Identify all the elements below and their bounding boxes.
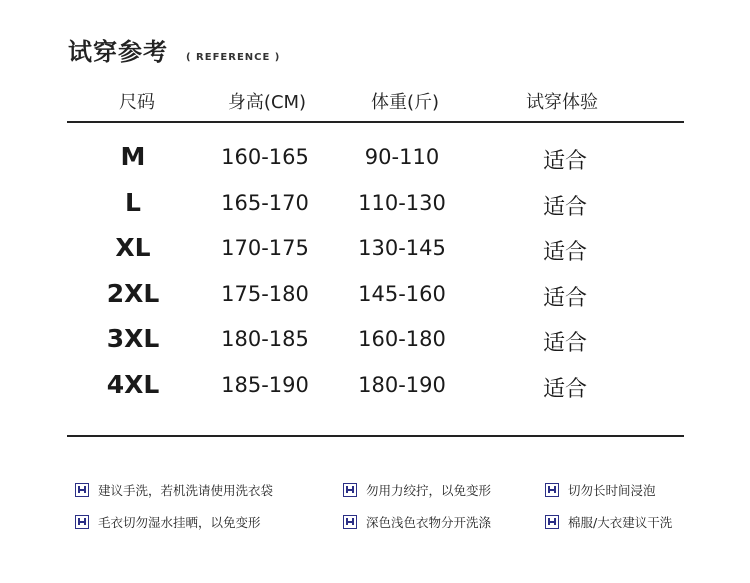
- care-text: 切勿长时间浸泡: [568, 483, 656, 498]
- size-cell: L: [125, 187, 141, 217]
- weight-cell: 130-145: [358, 236, 446, 261]
- height-cell: 165-170: [221, 190, 309, 215]
- size-table-body: [0, 140, 750, 414]
- care-item: [75, 481, 273, 499]
- header-title-row: [68, 32, 280, 67]
- weight-cell: 110-130: [358, 190, 446, 215]
- height-cell: 160-165: [221, 145, 309, 169]
- fit-cell: 适合: [542, 194, 588, 220]
- weight-cell: 90-110: [364, 145, 440, 169]
- size-cell: 2XL: [106, 278, 160, 308]
- table-row: [0, 231, 750, 277]
- table-row: [0, 322, 750, 368]
- care-item: [343, 513, 491, 531]
- care-text: 勿用力绞拧，以免变形: [366, 483, 492, 498]
- table-row: [0, 140, 750, 186]
- height-cell: 180-185: [221, 327, 309, 352]
- fit-cell: 适合: [542, 285, 588, 311]
- weight-cell: 160-180: [358, 327, 446, 352]
- size-cell: 3XL: [106, 324, 160, 354]
- page-title: 试穿参考: [68, 38, 168, 66]
- care-item: [545, 513, 672, 531]
- table-row: [0, 277, 750, 323]
- care-label-icon: [75, 483, 89, 497]
- care-text: 建议手洗，若机洗请使用洗衣袋: [98, 483, 274, 498]
- column-header-fit: 试穿体验: [526, 92, 598, 113]
- column-header-size: 尺码: [119, 92, 155, 113]
- column-header-weight: 体重(斤): [370, 92, 440, 113]
- size-cell: 4XL: [106, 369, 160, 399]
- care-label-icon: [343, 483, 357, 497]
- page-subtitle: ( REFERENCE ): [186, 52, 281, 63]
- care-item: [75, 513, 261, 531]
- fit-cell: 适合: [542, 376, 588, 402]
- height-cell: 185-190: [221, 372, 309, 397]
- care-item: [545, 481, 656, 499]
- fit-cell: 适合: [542, 240, 588, 266]
- care-label-icon: [343, 515, 357, 529]
- weight-cell: 180-190: [358, 372, 446, 397]
- table-row: [0, 186, 750, 232]
- column-header-height: 身高(CM): [227, 92, 307, 113]
- height-cell: 170-175: [221, 236, 309, 261]
- care-label-icon: [75, 515, 89, 529]
- fit-cell: 适合: [542, 331, 588, 357]
- size-cell: M: [120, 142, 146, 171]
- fit-cell: 适合: [542, 149, 588, 174]
- care-item: [343, 481, 491, 499]
- care-text: 棉服/大衣建议干洗: [568, 515, 673, 530]
- table-header: [0, 88, 750, 118]
- care-text: 深色浅色衣物分开洗涤: [366, 515, 492, 530]
- table-top-divider: [67, 121, 684, 123]
- care-text: 毛衣切勿湿水挂晒，以免变形: [98, 515, 261, 530]
- weight-cell: 145-160: [358, 281, 446, 306]
- table-bottom-divider: [67, 435, 684, 437]
- size-cell: XL: [115, 233, 151, 263]
- care-label-icon: [545, 483, 559, 497]
- care-label-icon: [545, 515, 559, 529]
- table-row: [0, 368, 750, 414]
- height-cell: 175-180: [221, 281, 309, 306]
